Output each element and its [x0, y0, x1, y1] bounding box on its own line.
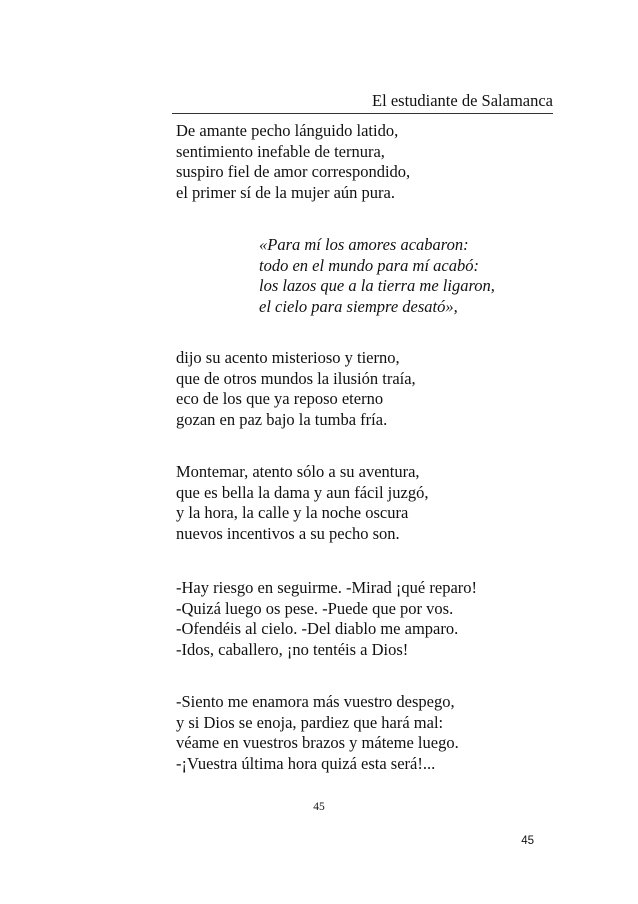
verse-line: y la hora, la calle y la noche oscura — [176, 503, 409, 522]
verse-line: que de otros mundos la ilusión traía, — [176, 368, 416, 388]
verse-line: gozan en paz bajo la tumba fría. — [176, 409, 388, 429]
verse-line: Montemar, atento sólo a su aventura, — [176, 462, 420, 481]
verse-line: -Idos, caballero, ¡no tentéis a Dios! — [176, 639, 409, 659]
outer-page-number: 45 — [521, 835, 534, 847]
verse-line: -Ofendéis al cielo. -Del diablo me amparo. — [176, 619, 459, 638]
verse-line: nuevos incentivos a su pecho son. — [176, 523, 400, 543]
stanza-2-quotation — [259, 235, 495, 317]
verse-line: los lazos que a la tierra me ligaron, — [259, 276, 495, 295]
verse-line: todo en el mundo para mí acabó: — [259, 255, 479, 275]
verse-line: sentimiento inefable de ternura, — [176, 141, 385, 161]
verse-line: -¡Vuestra última hora quizá esta será!... — [176, 753, 436, 773]
running-header-title: El estudiante de Salamanca — [372, 91, 553, 110]
verse-line: eco de los que ya reposo eterno — [176, 389, 384, 408]
stanza-1 — [176, 121, 410, 203]
verse-line: -Quizá luego os pese. -Puede que por vos. — [176, 598, 454, 618]
stanza-3 — [176, 348, 416, 430]
verse-line: «Para mí los amores acabaron: — [259, 235, 469, 254]
verse-line: el cielo para siempre desató», — [259, 296, 458, 316]
verse-line: véame en vuestros brazos y máteme luego. — [176, 733, 459, 752]
stanza-6 — [176, 692, 459, 774]
verse-line: y si Dios se enoja, pardiez que hará mal: — [176, 712, 444, 732]
verse-line: dijo su acento misterioso y tierno, — [176, 348, 400, 367]
verse-line: el primer sí de la mujer aún pura. — [176, 182, 396, 202]
verse-line: suspiro fiel de amor correspondido, — [176, 162, 411, 181]
verse-line: De amante pecho lánguido latido, — [176, 121, 399, 140]
verse-line: -Siento me enamora más vuestro despego, — [176, 692, 455, 711]
stanza-5 — [176, 578, 477, 660]
verse-line: que es bella la dama y aun fácil juzgó, — [176, 482, 429, 502]
verse-line: -Hay riesgo en seguirme. -Mirad ¡qué reparo! — [176, 578, 478, 597]
stanza-4 — [176, 462, 428, 544]
header-rule — [172, 113, 553, 114]
inner-page-number: 45 — [313, 801, 325, 813]
